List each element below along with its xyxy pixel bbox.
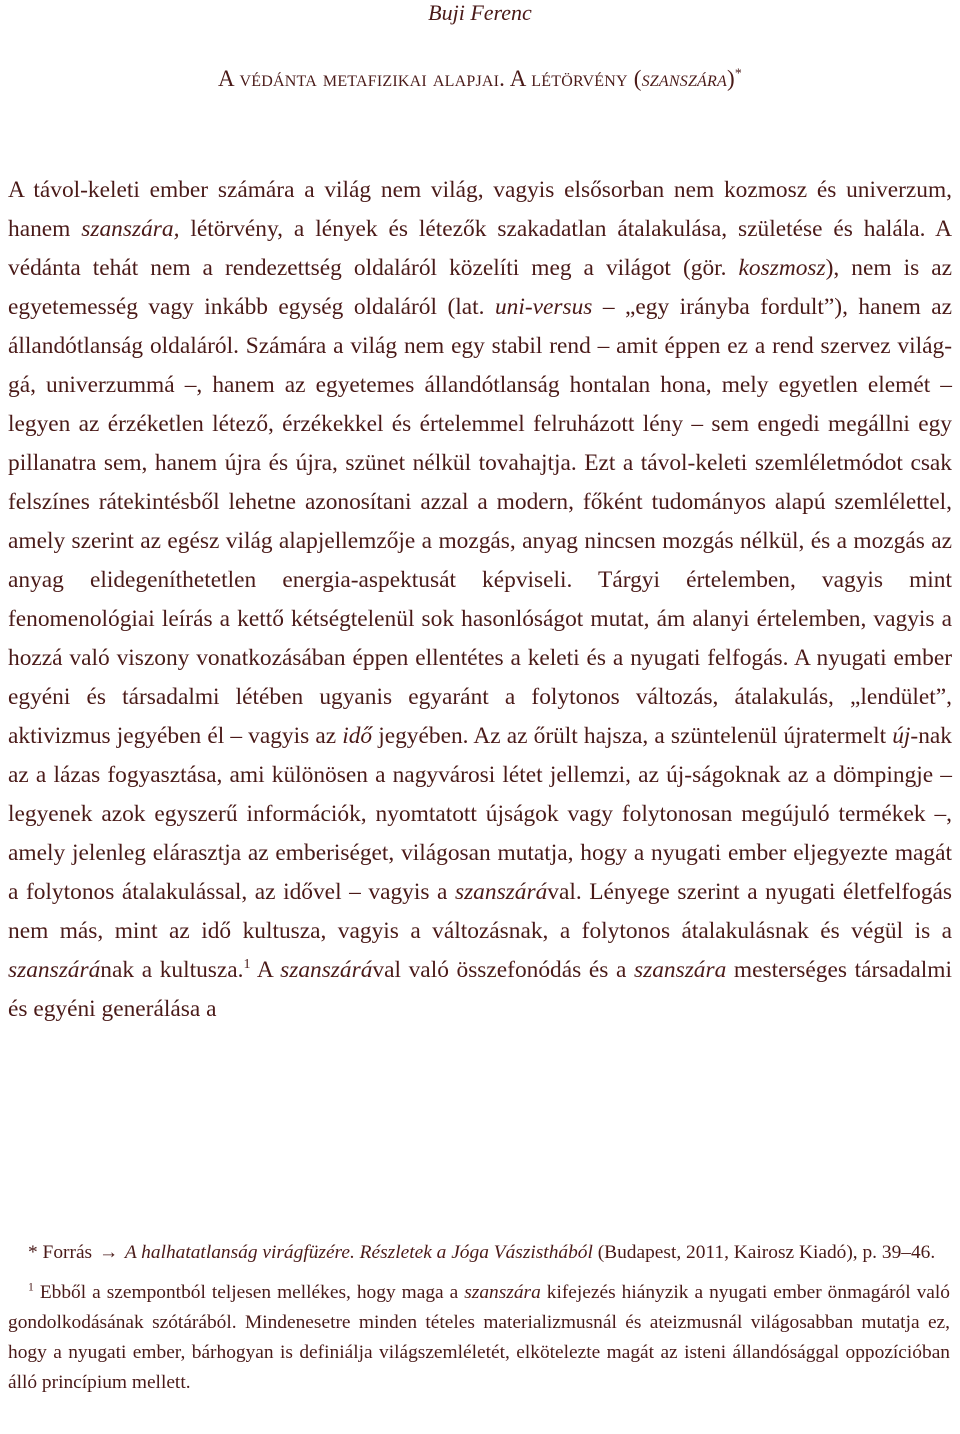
text-run: A távol-keleti ember számára a világ nem világ, vagyis elsősorban nem kozmosz és univerzum, hanem xyxy=(8,177,952,242)
text-run: -nak az a lázas fogyasztása, ami különösen a nagyvárosi létet jellemzi, az új-ságoknak az a dömpingje – legyenek azok egyszerű információk, nyomtatott újságok vagy folytonosan megújuló termékek –, amely jelenleg elárasztja az emberiséget, világosan mutatja, hogy a nyugati ember eljegyezte magát a folytonos átalakulással, az idővel – vagyis a xyxy=(8,723,952,905)
footnotes xyxy=(8,1238,950,1398)
text-run: ), nem is az egyetemesség vagy inkább egység oldaláról (lat. xyxy=(8,255,952,320)
article-title xyxy=(8,64,952,94)
text-run: val. Lényege szerint a nyugati életfelfogás nem más, mint az idő kultusza, vagyis a változásnak, a folytonos átalakulásnak és végül is a xyxy=(8,879,952,944)
text-run: létörvény, a lények és létezők szakadatlan átalakulása, születése és halála. A védánta tehát nem a rendezettség oldaláról közelíti meg a világot (gör. xyxy=(8,216,952,281)
text-run: (Budapest, 2011, Kairosz Kiadó), p. 39–46. xyxy=(592,1242,936,1263)
italic-term: koszmosz xyxy=(738,255,826,281)
text-run: Ebből a szempontból teljesen mellékes, hogy maga a xyxy=(33,1282,465,1303)
title-footnote-mark: * xyxy=(734,65,742,81)
text-run: val való összefonódás és a xyxy=(372,957,634,983)
footnote-ref-1[interactable]: 1 xyxy=(243,956,251,973)
text-run: nak a kultusza. xyxy=(100,957,244,983)
title-close: ) xyxy=(726,66,735,91)
footnote-mark: * xyxy=(28,1242,38,1263)
text-run: – „egy irányba fordult”), hanem az állandótlanság oldaláról. Számára a világ nem egy stabil rend – amit éppen ez a rend szervez világgá, univerzummá –, hanem az egyetemes állandótlanság hontalan hona, mely egyetlen elemét – legyen az érzéketlen létező, érzékekkel és értelemmel felruházott lény – sem engedi megállni egy pillanatra sem, hanem újra és újra, szünet nélkül tovahajtja. Ezt a távol-keleti szemléletmódot csak felszínes rátekintésből lehetne azonosítani azzal a modern, főként tudományos alapú szemlélettel, amely szerint az egész világ alapjellemzője a mozgás, anyag nincsen mozgás nélkül, és a mozgás az anyag elidegeníthetetlen energia-aspektusát képviseli. Tárgyi értelemben, vagyis mint fenomenológiai leírás a kettő kétségtelenül sok hasonlóságot mutat, ám alanyi értelemben, vagyis a hozzá való viszony vonatkozásában éppen ellentétes a keleti és a nyugati felfogás. A nyugati ember egyéni és társadalmi létében ugyanis egyaránt a folytonos változás, átalakulás, „lendület”, aktivizmus jegyében él – vagyis az xyxy=(8,294,952,749)
italic-term: szanszára xyxy=(634,957,727,983)
text-run: kifejezés hiányzik a nyugati ember önmagáról való gondolkodásának szótárából. Mindenesetre minden tételes materializmusnál és ateizmusnál világosabban mutatja ez, hogy a nyugati ember, bárhogyan is definiálja világszemléletét, elkötelezte magát az isteni állandósággal oppozícióban álló princípium mellett. xyxy=(8,1282,950,1393)
italic-term: szanszára xyxy=(464,1282,541,1303)
footnote-source xyxy=(8,1238,950,1268)
italic-term: uni-versus xyxy=(494,294,593,320)
text-run: mesterséges társadalmi és egyéni generálása a xyxy=(8,957,952,1022)
italic-term: szanszárá xyxy=(280,957,373,983)
italic-term: idő xyxy=(342,723,373,749)
text-run: Forrás xyxy=(37,1242,97,1263)
footnote-1 xyxy=(8,1278,950,1398)
footnote-mark: 1 xyxy=(28,1280,34,1294)
italic-term: szanszárá xyxy=(8,957,101,983)
italic-term: A halhatatlanság virágfüzére. Részletek a Jóga Vászisthából xyxy=(120,1242,593,1263)
author-name: Buji Ferenc xyxy=(428,0,532,25)
text-run: A xyxy=(250,957,281,983)
body-text xyxy=(8,171,952,1029)
italic-term: szanszára, xyxy=(81,216,180,242)
text-run: jegyében. Az az őrült hajsza, a szüntelenül újratermelt xyxy=(372,723,893,749)
title-italic: szanszára xyxy=(641,66,727,91)
body-paragraph xyxy=(8,171,952,1029)
italic-term: szanszárá xyxy=(454,879,548,905)
italic-term: új xyxy=(892,723,911,749)
right-arrow-icon: → xyxy=(98,1242,119,1263)
title-text: A védánta metafizikai alapjai. A létörvény ( xyxy=(218,66,642,91)
